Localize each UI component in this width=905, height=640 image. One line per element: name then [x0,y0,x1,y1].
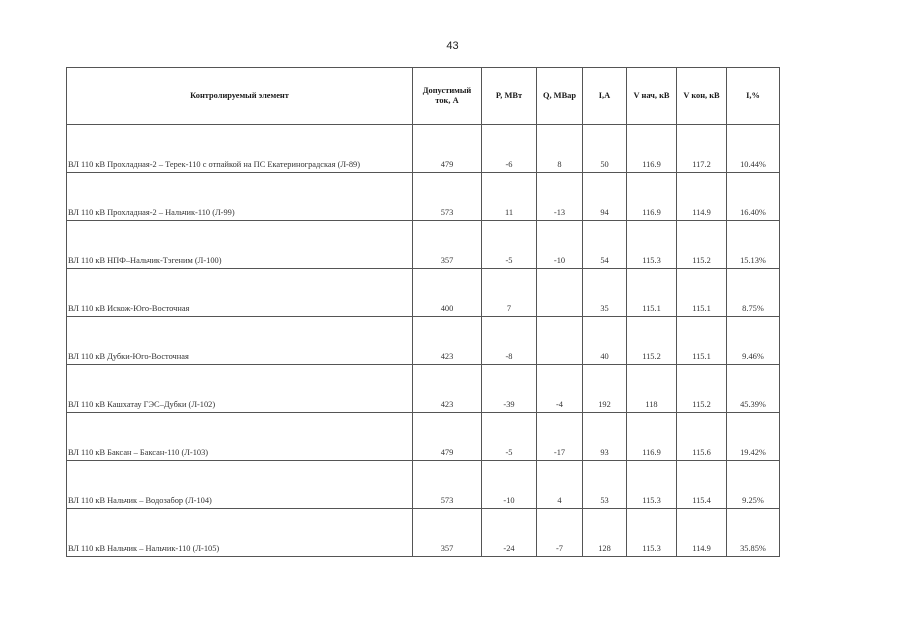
active-power-cell: -8 [482,317,537,365]
element-name-cell: ВЛ 110 кВ НПФ–Нальчик-Тэгеним (Л-100) [67,221,413,269]
active-power-cell: -24 [482,509,537,557]
column-header: I,А [583,68,627,125]
allowed-current-cell: 423 [413,365,482,413]
data-table [66,67,780,557]
load-percent-cell: 9.46% [727,317,780,365]
allowed-current-cell: 573 [413,173,482,221]
load-percent-cell: 15.13% [727,221,780,269]
voltage-start-cell: 116.9 [627,173,677,221]
voltage-end-cell: 117.2 [677,125,727,173]
element-name-cell: ВЛ 110 кВ Кашхатау ГЭС–Дубки (Л-102) [67,365,413,413]
current-cell: 53 [583,461,627,509]
reactive-power-cell: -7 [537,509,583,557]
active-power-cell: 11 [482,173,537,221]
table-row [67,173,780,221]
table-row [67,365,780,413]
element-name-cell: ВЛ 110 кВ Прохладная-2 – Нальчик-110 (Л-99) [67,173,413,221]
table-header-row [67,68,780,125]
voltage-end-cell: 115.2 [677,221,727,269]
element-name-cell: ВЛ 110 кВ Нальчик – Водозабор (Л-104) [67,461,413,509]
table-row [67,317,780,365]
load-percent-cell: 19.42% [727,413,780,461]
allowed-current-cell: 479 [413,413,482,461]
current-cell: 40 [583,317,627,365]
voltage-start-cell: 115.2 [627,317,677,365]
element-name-cell: ВЛ 110 кВ Прохладная-2 – Терек-110 с отпайкой на ПС Екатериноградская (Л-89) [67,125,413,173]
load-percent-cell: 9.25% [727,461,780,509]
page-number: 43 [446,40,459,52]
current-cell: 93 [583,413,627,461]
column-header: Q, МВар [537,68,583,125]
allowed-current-cell: 357 [413,221,482,269]
element-name-cell: ВЛ 110 кВ Дубки-Юго-Восточная [67,317,413,365]
load-percent-cell: 8.75% [727,269,780,317]
active-power-cell: -10 [482,461,537,509]
active-power-cell: -39 [482,365,537,413]
column-header: Допустимый ток, А [413,68,482,125]
allowed-current-cell: 479 [413,125,482,173]
table-row [67,509,780,557]
current-cell: 35 [583,269,627,317]
reactive-power-cell [537,269,583,317]
voltage-end-cell: 115.4 [677,461,727,509]
table-row [67,125,780,173]
current-cell: 50 [583,125,627,173]
column-header: Контролируемый элемент [67,68,413,125]
current-cell: 128 [583,509,627,557]
allowed-current-cell: 423 [413,317,482,365]
load-percent-cell: 35.85% [727,509,780,557]
reactive-power-cell: -10 [537,221,583,269]
column-header: V кон, кВ [677,68,727,125]
voltage-start-cell: 115.3 [627,221,677,269]
column-header: V нач, кВ [627,68,677,125]
element-name-cell: ВЛ 110 кВ Баксан – Баксан-110 (Л-103) [67,413,413,461]
voltage-end-cell: 115.1 [677,269,727,317]
element-name-cell: ВЛ 110 кВ Искож-Юго-Восточная [67,269,413,317]
reactive-power-cell: 4 [537,461,583,509]
active-power-cell: -5 [482,221,537,269]
active-power-cell: -5 [482,413,537,461]
load-percent-cell: 10.44% [727,125,780,173]
element-name-cell: ВЛ 110 кВ Нальчик – Нальчик-110 (Л-105) [67,509,413,557]
table-row [67,221,780,269]
voltage-start-cell: 115.1 [627,269,677,317]
voltage-start-cell: 118 [627,365,677,413]
current-cell: 192 [583,365,627,413]
voltage-start-cell: 115.3 [627,461,677,509]
voltage-end-cell: 114.9 [677,509,727,557]
column-header: P, МВт [482,68,537,125]
voltage-end-cell: 115.6 [677,413,727,461]
voltage-end-cell: 115.1 [677,317,727,365]
allowed-current-cell: 573 [413,461,482,509]
reactive-power-cell: -13 [537,173,583,221]
load-percent-cell: 45.39% [727,365,780,413]
current-cell: 54 [583,221,627,269]
voltage-start-cell: 116.9 [627,125,677,173]
active-power-cell: 7 [482,269,537,317]
load-percent-cell: 16.40% [727,173,780,221]
voltage-start-cell: 116.9 [627,413,677,461]
active-power-cell: -6 [482,125,537,173]
current-cell: 94 [583,173,627,221]
voltage-end-cell: 115.2 [677,365,727,413]
allowed-current-cell: 357 [413,509,482,557]
column-header: I,% [727,68,780,125]
table-row [67,413,780,461]
voltage-end-cell: 114.9 [677,173,727,221]
table-row [67,269,780,317]
table-row [67,461,780,509]
reactive-power-cell [537,317,583,365]
reactive-power-cell: 8 [537,125,583,173]
table-body [67,125,780,557]
voltage-start-cell: 115.3 [627,509,677,557]
reactive-power-cell: -17 [537,413,583,461]
reactive-power-cell: -4 [537,365,583,413]
allowed-current-cell: 400 [413,269,482,317]
